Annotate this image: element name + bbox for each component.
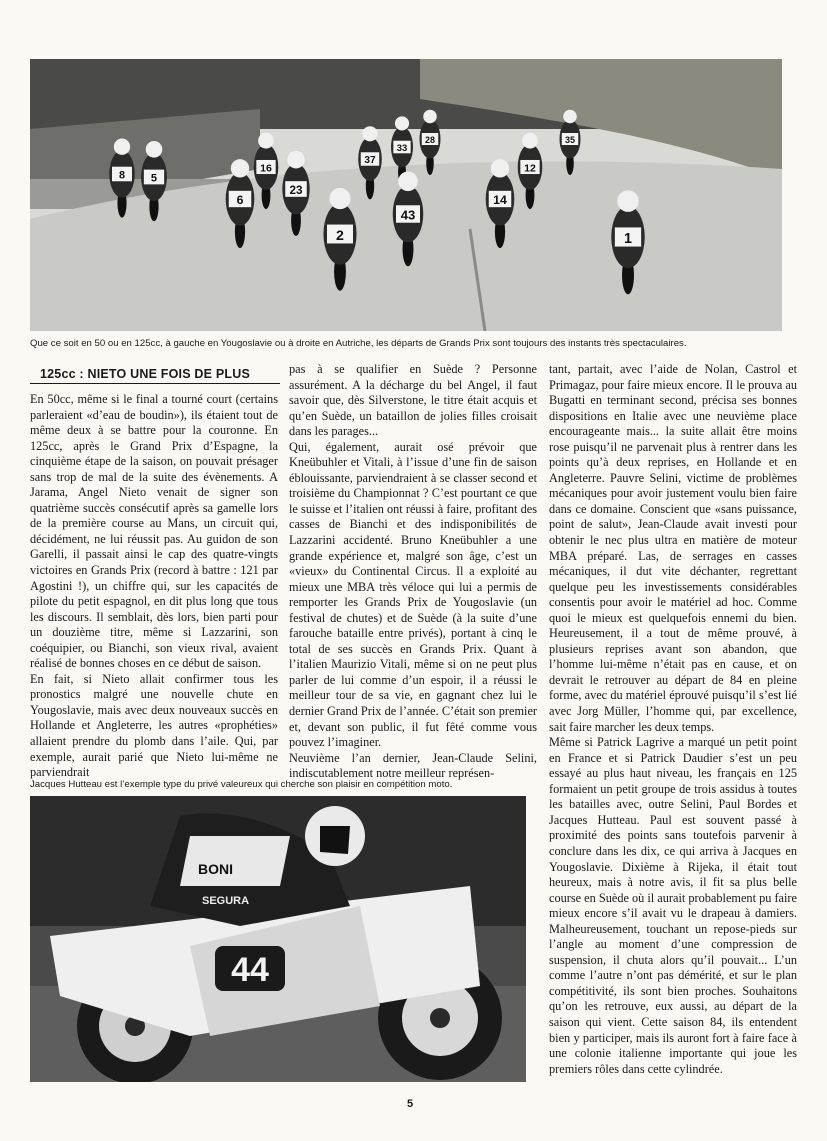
race-number: 35: [564, 134, 576, 145]
race-number: 12: [524, 162, 536, 175]
article-column-1: [30, 392, 278, 781]
race-number: 23: [289, 183, 303, 197]
rider-name-text: BONI: [198, 861, 233, 877]
paragraph: Même si Patrick Lagrive a marqué un petit point en France et si Patrick Daudier s’est un peu essayé au plus haut niveau, les français en 125 formaient un petit groupe de trois assidus à toutes les batailles avec, outre Selini, Paul Bordes et Jacques Hutteau. Paul est souvent passé à proximité des points sans toutefois parvenir à conclure dans les dix, ce qui arriva à Jacques en Yougoslavie. Dixième à Rijeka, il était tout heureux, mais à notre avis, il fit sa plus belle course en Suède où il aurait probablement pu faire mieux encore s’il avait vu le drapeau à damiers. Malheureusement, touchant un repose-pieds sur l’angle au moment d’une compression de suspension, il chuta alors qu’il pouvait... L’un comme l’autre n’ont pas démérité, et sur le plan compétitivité, ils sont bien proches. Souhaitons qu’on les retrouve, eux aussi, au départ de la saison qui vient. Cette saison 84, ils entendent bien y participer, mais ils auront fort à faire face à une colonie italienne importante qui joue les premiers rôles dans cette cylindrée.: [549, 735, 797, 1076]
rider-sponsor-text: SEGURA: [202, 895, 250, 907]
bike-number: 44: [231, 951, 269, 989]
section-heading: 125cc : NIETO UNE FOIS DE PLUS: [40, 367, 250, 381]
paragraph: En 50cc, même si le final a tourné court (certains parleraient «d’eau de boudin»), ils étaient tout de même deux à se battre pour la couronne. En 125cc, après le Grand Prix d’Espagne, la cinquième étape de la saison, on pouvait présager sans trop de mal de la suite des évènements. A Jarama, Angel Nieto venait de signer son quatrième succès consécutif après sa gamelle lors de la première course au Mans, un circuit qui, décidément, ne lui réussit pas. Au guidon de son Garelli, il passait ainsi le cap des quatre-vingts victoires en Grands Prix (record à battre : 121 par Agostini !), un chiffre qui, sur les capacités de pilote du petit espagnol, en dit plus long que tous les discours. Il semblait, dès lors, bien parti pour un douzième titre, même si Lazzarini, son coéquipier, ou Bianchi, son vieux rival, avaient réalisé de bonnes choses en ce début de saison.: [30, 392, 278, 671]
heading-rule: [30, 383, 280, 384]
race-number: 16: [260, 162, 272, 175]
race-number: 14: [493, 193, 507, 208]
top-photo-caption: Que ce soit en 50 ou en 125cc, à gauche en Yougoslavie ou à droite en Autriche, les départs de Grands Prix sont toujours des instants très spectaculaires.: [30, 338, 687, 349]
article-column-3: [549, 362, 797, 1077]
race-number: 8: [118, 169, 126, 182]
race-number: 43: [400, 207, 416, 223]
race-number: 6: [236, 193, 244, 208]
paragraph: Neuvième l’an dernier, Jean-Claude Selini, indiscutablement notre meilleur représen-: [289, 750, 537, 781]
race-number: 1: [624, 230, 632, 247]
page-number: 5: [407, 1098, 414, 1110]
paragraph: En fait, si Nieto allait confirmer tous les pronostics malgré une nouvelle chute en Yougoslavie, mais avec deux nouveaux succès en Hollande et Angleterre, les autres «prophéties» allaient prendre du plomb dans l’aile. Qui, par exemple, aurait parié que Nieto lui-même ne parviendrait: [30, 671, 278, 780]
paragraph: tant, partait, avec l’aide de Nolan, Castrol et Primagaz, pour faire mieux encore. Il le prouva au Bugatti en terminant second, précisa ses bonnes dispositions en Italie avec une neuvième place encourageante mais... la suite allait être moins rose puisqu’il ne parvenait plus à rentrer dans les points qu’à deux reprises, en Hollande et en Angleterre. Pauvre Selini, victime de problèmes mécaniques pour avoir justement voulu bien faire dans ce domaine. Conscient que «sans puissance, point de salut», Jean-Claude avait investi pour obtenir le nec plus ultra en matière de moteur MBA préparé. Las, de serrages en casses mécaniques, il dut vite déchanter, regrettant quelque peu les investissements considérables consentis pour avoir le matériel ad hoc. Comme quoi le mieux est quelquefois ennemi du bien. Heureusement, il a tout de même prouvé, à plusieurs reprises avant son abandon, que l’homme lui-même n’était pas en cause, et on devrait le retrouver au départ de 84 en pleine forme, avec du matériel éprouvé puisqu’il s’est lié avec Jorg Müller, l’homme qui, par excellence, sait faire marcher les deux temps.: [549, 362, 797, 734]
article-column-2: [289, 362, 537, 782]
paragraph: pas à se qualifier en Suède ? Personne assurément. A la décharge du bel Angel, il faut savoir que, dès Silverstone, le titre était acquis et qu’en Suède, un bataillon de jolies filles croisait dans les parages...: [289, 362, 537, 439]
race-start-photo: [30, 59, 782, 331]
bottom-photo-caption: Jacques Hutteau est l’exemple type du privé valeureux qui cherche son plaisir en compétition moto.: [30, 779, 453, 790]
race-number: 28: [424, 134, 436, 145]
race-number: 2: [336, 227, 344, 244]
rider-photo: [30, 796, 526, 1082]
race-number: 5: [150, 172, 158, 185]
race-number: 37: [364, 155, 376, 167]
race-number: 33: [396, 141, 408, 153]
paragraph: Qui, également, aurait osé prévoir que Kneübuhler et Vitali, à l’issue d’une fin de saison éblouissante, parviendraient à se classer second et troisième du Championnat ? C’est pourtant ce que le suisse et l’italien ont réussi à faire, profitant des casses de Bianchi et des indisponibilités de Lazzarini accidenté. Bruno Kneübuhler a une grande expérience et, malgré son âge, c’est un «vieux» du Continental Circus. Il a exploité au mieux une MBA très véloce qui lui a permis de remporter les Grands Prix de Yougoslavie (un festival de chutes) et de Suède (à la suite d’une farouche bataille entre privés), portant à cinq le total de ses succès en Grands Prix. Quant à l’italien Maurizio Vitali, même si on ne peut plus parler de lui comme d’un espoir, il a réussi le meilleur tour de sa vie, en gagnant chez lui le dernier Grand Prix de l’année. C’était son premier et, devant son public, il fut fêté comme vous pouvez l’imaginer.: [289, 439, 537, 750]
